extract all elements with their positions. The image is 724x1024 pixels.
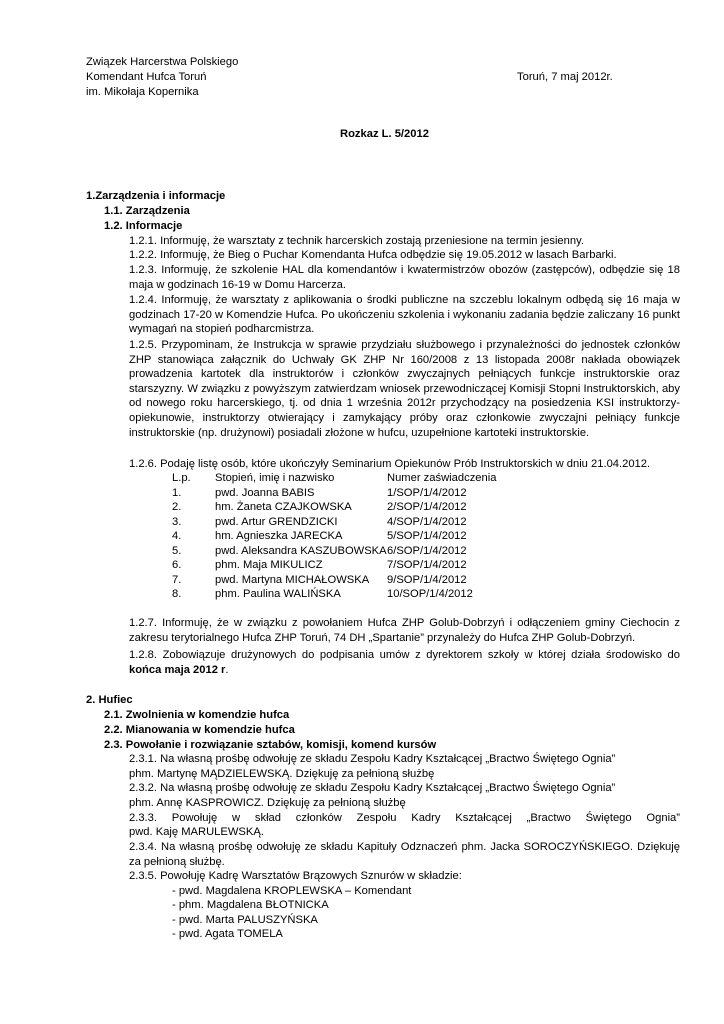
row-lp: 7.: [172, 574, 182, 586]
paragraph-2-3-5: 2.3.5. Powołuję Kadrę Warsztatów Brązowych Sznurów w składzie:: [129, 870, 462, 882]
section-2-3-heading: 2.3. Powołanie i rozwiązanie sztabów, komisji, komend kursów: [104, 739, 437, 751]
document-title: Rozkaz L. 5/2012: [340, 128, 429, 140]
paragraph-1-2-3: 1.2.3. Informuję, że szkolenie HAL dla komendantów i kwatermistrzów obozów (zastępców), odbędzie się 18 maja w godzinach 16-19 w Domu Harcerza.: [129, 264, 680, 291]
paragraph-2-3-3-line2: pwd. Kaję MARULEWSKĄ.: [129, 826, 264, 838]
row-lp: 2.: [172, 501, 182, 513]
org-name: Związek Harcerstwa Polskiego: [86, 56, 239, 68]
table-row: [0, 558, 724, 573]
row-name: phm. Maja MIKULICZ: [215, 559, 323, 571]
header-number: Numer zaświadczenia: [387, 472, 497, 484]
list-item: - pwd. Marta PALUSZYŃSKA: [172, 914, 318, 926]
table-row: [0, 573, 724, 588]
section-2-1-heading: 2.1. Zwolnienia w komendzie hufca: [104, 709, 290, 721]
place-date: Toruń, 7 maj 2012r.: [517, 71, 613, 83]
row-number: 6/SOP/1/4/2012: [387, 545, 467, 557]
paragraph-1-2-8: [129, 648, 680, 677]
paragraph-2-3-4: 2.3.4. Na własną prośbę odwołuję ze składu Kapituły Odznaczeń phm. Jacka SOROCZYŃSKIEGO. Dziękuję za pełnioną służbę.: [129, 841, 680, 868]
row-number: 9/SOP/1/4/2012: [387, 574, 467, 586]
row-number: 7/SOP/1/4/2012: [387, 559, 467, 571]
section-1-1-heading: 1.1. Zarządzenia: [104, 205, 190, 217]
patron-name: im. Mikołaja Kopernika: [86, 86, 199, 98]
paragraph-2-3-3-line1: 2.3.3. Powołuję w skład członków Zespołu Kadry Kształcącej „Bractwo Świętego Ognia”: [129, 812, 680, 824]
row-number: 1/SOP/1/4/2012: [387, 487, 467, 499]
paragraph-2-3-2-line2: phm. Annę KASPROWICZ. Dziękuję za pełnioną służbę: [129, 797, 406, 809]
row-name: pwd. Martyna MICHAŁOWSKA: [215, 574, 370, 586]
row-lp: 4.: [172, 530, 182, 542]
paragraph-1-2-6: 1.2.6. Podaję listę osób, które ukończyły Seminarium Opiekunów Prób Instruktorskich w dniu 21.04.2012.: [129, 458, 651, 470]
paragraph-1-2-1: 1.2.1. Informuję, że warsztaty z technik harcerskich zostają przeniesione na termin jesienny.: [129, 235, 584, 247]
paragraph-1-2-7: [129, 616, 680, 645]
list-item: - pwd. Magdalena KROPLEWSKA – Komendant: [172, 885, 412, 897]
section-1-heading: 1.Zarządzenia i informacje: [86, 190, 226, 202]
row-number: 5/SOP/1/4/2012: [387, 530, 467, 542]
paragraph-1-2-8-text: 1.2.8. Zobowiązuje drużynowych do podpisania umów z dyrektorem szkoły w której działa środowisko do: [129, 649, 680, 661]
row-number: 4/SOP/1/4/2012: [387, 516, 467, 528]
row-lp: 8.: [172, 588, 182, 600]
section-2-2-heading: 2.2. Mianowania w komendzie hufca: [104, 724, 295, 736]
row-lp: 5.: [172, 545, 182, 557]
paragraph-1-2-8-deadline: końca maja 2012 r: [129, 663, 226, 676]
row-number: 10/SOP/1/4/2012: [387, 588, 473, 600]
paragraph-2-3-1-line2: phm. Martynę MĄDZIELEWSKĄ. Dziękuję za pełnioną służbę: [129, 768, 435, 780]
row-name: pwd. Aleksandra KASZUBOWSKA: [215, 545, 387, 557]
paragraph-2-3-1-line1: 2.3.1. Na własną prośbę odwołuję ze składu Zespołu Kadry Kształcącej „Bractwo Świętego Ognia”: [129, 753, 616, 765]
paragraph-1-2-4: 1.2.4. Informuję, że warsztaty z aplikowania o środki publiczne na szczeblu lokalnym odbędą się 16 maja w godzinach 17-20 w Komendzie Hufca. Po ukończeniu szkolenia i wykonaniu zadania będzie zaliczany 16 punkt wymagań na stopień podharcmistrza.: [129, 294, 680, 336]
row-lp: 6.: [172, 559, 182, 571]
paragraph-1-2-8-end: .: [225, 663, 229, 676]
row-lp: 3.: [172, 516, 182, 528]
table-row: [0, 587, 724, 602]
table-row: [0, 500, 724, 515]
section-2-heading: 2. Hufiec: [86, 694, 133, 706]
table-header-row: [0, 471, 724, 486]
row-name: pwd. Artur GRENDZICKI: [215, 516, 338, 528]
header-name: Stopień, imię i nazwisko: [215, 472, 335, 484]
table-row: [0, 486, 724, 501]
table-row: [0, 529, 724, 544]
paragraph-1-2-7-text: 1.2.7. Informuję, że w związku z powołaniem Hufca ZHP Golub-Dobrzyń i odłączeniem gminy Ciechocin z zakresu terytorialnego Hufca ZHP Toruń, 74 DH „Spartanie” przynależy do Hufca ZHP Golub-Dobrzyń.: [129, 617, 680, 644]
paragraph-2-3-2-line1: 2.3.2. Na własną prośbę odwołuję ze składu Zespołu Kadry Kształcącej „Bractwo Świętego Ognia”: [129, 782, 616, 794]
row-name: phm. Paulina WALIŃSKA: [215, 588, 341, 600]
paragraph-1-2-2: 1.2.2. Informuję, że Bieg o Puchar Komendanta Hufca odbędzie się 19.05.2012 w lasach Barbarki.: [129, 249, 617, 261]
row-number: 2/SOP/1/4/2012: [387, 501, 467, 513]
row-name: hm. Żaneta CZAJKOWSKA: [215, 501, 352, 513]
row-name: pwd. Joanna BABIS: [215, 487, 315, 499]
header-lp: L.p.: [172, 472, 191, 484]
table-row: [0, 515, 724, 530]
row-lp: 1.: [172, 487, 182, 499]
table-row: [0, 544, 724, 559]
paragraph-1-2-5: 1.2.5. Przypominam, że Instrukcja w sprawie przydziału służbowego i przynależności do jednostek członków ZHP stanowiąca załącznik do Uchwały GK ZHP Nr 160/2008 z 13 listopada 2008r nakłada obowiązek prowadzenia kartotek dla instruktorów i członków zwyczajnych pełniących funkcje instruktorskie oraz starszyzny. W związku z powyższym zatwierdzam wniosek przewodniczącej Komisji Stopni Instruktorskich, aby od nowego roku harcerskiego, tj. od dnia 1 września 2012r przychodzący na posiedzenia KSI instruktorzy-opiekunowie, instruktorzy otwierający i zamykający próby oraz członkowie zwyczajni pełniący funkcje instruktorskie (np. drużynowi) posiadali złożone w hufcu, uzupełnione kartoteki instruktorskie.: [129, 339, 680, 439]
section-1-2-heading: 1.2. Informacje: [104, 220, 183, 232]
row-name: hm. Agnieszka JARECKA: [215, 530, 343, 542]
list-item: - phm. Magdalena BŁOTNICKA: [172, 899, 329, 911]
commander-name: Komendant Hufca Toruń: [86, 71, 207, 83]
list-item: - pwd. Agata TOMELA: [172, 928, 283, 940]
